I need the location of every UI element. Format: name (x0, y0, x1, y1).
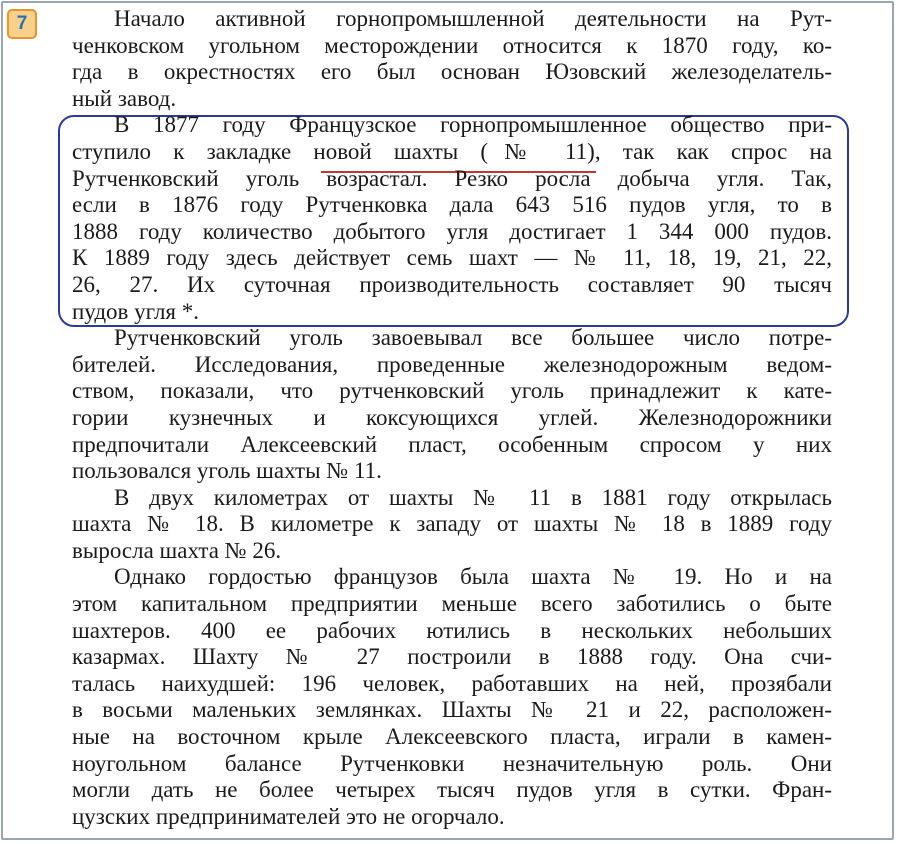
text-line: этом капитальном предприятии меньше всего заботились о быте (72, 591, 832, 617)
paragraph-1 (72, 6, 832, 112)
text-line: 26, 27. Их суточная производительность составляет 90 тысяч (72, 271, 832, 297)
text-line: ступило к закладке новой шахты (№ 11), так как спрос на (72, 138, 832, 164)
paragraph-5 (72, 564, 832, 830)
text-line: в восьми маленьких землянках. Шахты № 21 и 22, расположен- (72, 697, 832, 723)
text-line: Начало активной горнопромышленной деятельности на Рут- (114, 6, 832, 31)
text-line: казармах. Шахту № 27 построили в 1888 году. Она счи- (72, 644, 832, 670)
paragraph-2-highlighted (72, 112, 832, 325)
text-line: Однако гордостью французов была шахта № 19. Но и на (114, 564, 832, 590)
text-line: талась наихудшей: 196 человек, работавших на ней, прозябали (72, 670, 832, 696)
paragraph-3 (72, 325, 832, 485)
text-line: ные на восточном крыле Алексеевского пласта, играли в камен- (72, 724, 832, 750)
text-line: К 1889 году здесь действует семь шахт — № 11, 18, 19, 21, 22, (72, 245, 832, 271)
page-number-badge: 7 (7, 9, 37, 39)
text-line: Рутченковский уголь завоевывал все большее число потре- (114, 325, 832, 351)
text-line: В 1877 году Французское горнопромышленное общество при- (114, 112, 832, 138)
text-line: предпочитали Алексеевский пласт, особенным спросом у них (72, 431, 832, 457)
text-line: ный завод. (72, 85, 177, 111)
text-line: могли дать не более четырех тысяч пудов угля в сутки. Фран- (72, 777, 832, 803)
text-line: шахтеров. 400 ее рабочих ютились в нескольких небольших (72, 617, 832, 643)
paragraph-4 (72, 485, 832, 565)
text-line: В двух километрах от шахты № 11 в 1881 году открылась (114, 484, 832, 510)
text-line: гда в окрестностях его был основан Юзовский железоделатель- (72, 59, 832, 85)
text-line: шахта № 18. В километре к западу от шахты № 18 в 1889 году (72, 511, 832, 537)
text-line: пользовался уголь шахты № 11. (72, 458, 382, 484)
text-line: цузских предпринимателей это не огорчало. (72, 803, 505, 829)
text-line: 1888 году количество добытого угля достигает 1 344 000 пудов. (72, 218, 832, 244)
text-line: если в 1876 году Рутченковка дала 643 516 пудов угля, то в (72, 192, 832, 218)
text-line: ноугольном балансе Рутченковки незначительную роль. Они (72, 750, 832, 776)
text-line: гории кузнечных и коксующихся углей. Железнодорожники (72, 404, 832, 430)
text-line: Рутченковский уголь возрастал. Резко росла добыча угля. Так, (72, 165, 832, 191)
text-line: пудов угля *. (72, 298, 199, 324)
text-line: выросла шахта № 26. (72, 537, 282, 563)
document-body (72, 6, 832, 830)
text-line: ченковском угольном месторождении относится к 1870 году, ко- (72, 32, 832, 58)
text-line: ством, показали, что рутченковский уголь принадлежит к кате- (72, 378, 832, 404)
text-line: бителей. Исследования, проведенные железнодорожным ведом- (72, 351, 832, 377)
